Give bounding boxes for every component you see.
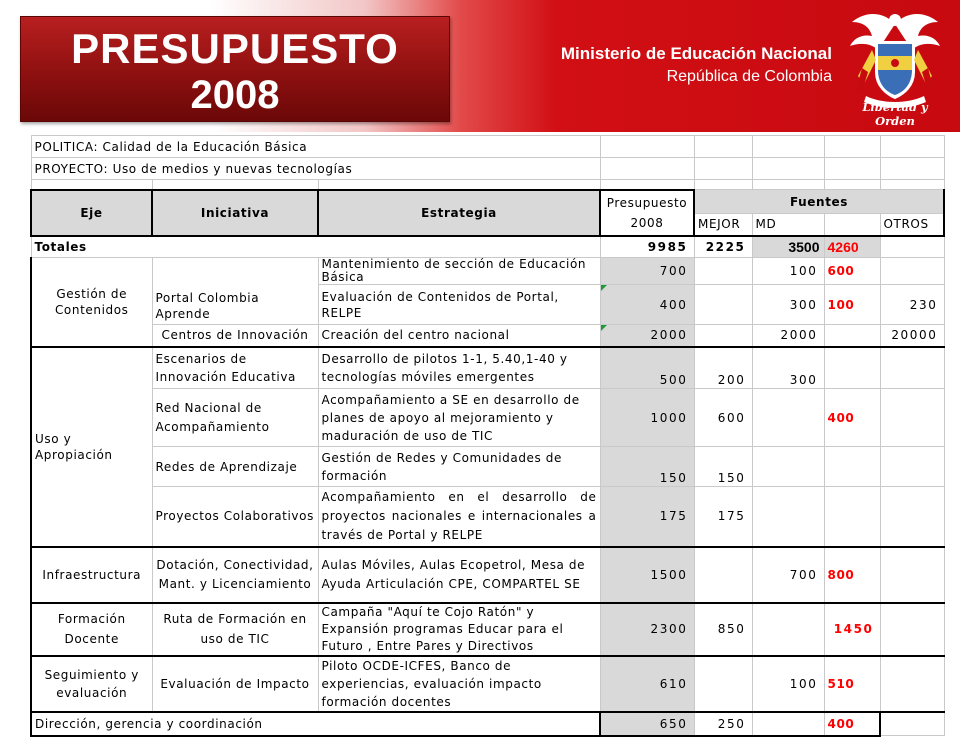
presupuesto-cell: 2000 — [600, 325, 694, 347]
totals-red: 4260 — [824, 236, 880, 258]
ministry-name: Ministerio de Educación Nacional — [560, 44, 832, 63]
md-cell — [752, 487, 824, 547]
presupuesto-cell: 175 — [600, 487, 694, 547]
md-cell: 2000 — [752, 325, 824, 347]
colombia-coat-of-arms-icon — [842, 6, 948, 132]
title-line-1: PRESUPUESTO — [71, 25, 399, 72]
table-row — [31, 603, 944, 656]
politica-cell: POLITICA: Calidad de la Educación Básica — [31, 136, 600, 158]
iniciativa-cell: Escenarios de Innovación Educativa — [152, 347, 318, 389]
title-line-2: 2008 — [190, 73, 280, 117]
totals-label: Totales — [31, 236, 600, 258]
mejor-cell: 250 — [694, 712, 752, 736]
column-header-row — [31, 190, 944, 214]
budget-table — [30, 135, 945, 737]
title-box — [20, 16, 450, 122]
proyecto-row — [31, 158, 944, 180]
estrategia-cell: Mantenimiento de sección de Educación Básica — [318, 258, 600, 285]
totals-md: 3500 — [752, 236, 824, 258]
col-mejor: MEJOR — [694, 214, 752, 236]
presupuesto-cell: 610 — [600, 656, 694, 712]
presupuesto-cell: 700 — [600, 258, 694, 285]
table-row — [31, 547, 944, 603]
iniciativa-cell: Centros de Innovación — [152, 325, 318, 347]
eje-cell: Uso y Apropiación — [31, 347, 152, 547]
red-cell: 400 — [824, 389, 880, 447]
estrategia-cell: Gestión de Redes y Comunidades de formación — [318, 447, 600, 487]
otros-cell — [880, 547, 944, 603]
col-presupuesto-year: 2008 — [630, 215, 664, 230]
presupuesto-cell: 150 — [600, 447, 694, 487]
otros-cell — [880, 712, 944, 736]
presupuesto-cell: 1500 — [600, 547, 694, 603]
table-row — [31, 325, 944, 347]
red-cell: 100 — [824, 285, 880, 325]
header-banner — [0, 0, 960, 132]
mejor-cell — [694, 656, 752, 712]
table-row — [31, 389, 944, 447]
red-cell: 1450 — [824, 603, 880, 656]
iniciativa-cell: Red Nacional de Acompañamiento — [152, 389, 318, 447]
totals-mejor: 2225 — [694, 236, 752, 258]
estrategia-cell: Desarrollo de pilotos 1-1, 5.40,1-40 y tecnologías móviles emergentes — [318, 347, 600, 389]
totals-row — [31, 236, 944, 258]
estrategia-cell: Evaluación de Contenidos de Portal, RELPE — [318, 285, 600, 325]
col-presupuesto — [600, 190, 694, 236]
md-cell: 300 — [752, 347, 824, 389]
estrategia-cell: Acompañamiento a SE en desarrollo de planes de apoyo al mejoramiento y maduración de uso de TIC — [318, 389, 600, 447]
col-md: MD — [752, 214, 824, 236]
col-red-blank — [824, 214, 880, 236]
red-cell — [824, 325, 880, 347]
mejor-cell: 175 — [694, 487, 752, 547]
presupuesto-cell: 1000 — [600, 389, 694, 447]
md-cell: 700 — [752, 547, 824, 603]
otros-cell — [880, 656, 944, 712]
mejor-cell — [694, 285, 752, 325]
otros-cell: 230 — [880, 285, 944, 325]
iniciativa-cell: Proyectos Colaborativos — [152, 487, 318, 547]
col-eje: Eje — [31, 190, 152, 236]
iniciativa-cell: Evaluación de Impacto — [152, 656, 318, 712]
eje-cell: Infraestructura — [31, 547, 152, 603]
md-cell — [752, 447, 824, 487]
eje-cell: Gestión de Contenidos — [31, 258, 152, 347]
mejor-cell: 600 — [694, 389, 752, 447]
red-cell — [824, 347, 880, 389]
mejor-cell: 150 — [694, 447, 752, 487]
table-row — [31, 712, 944, 736]
iniciativa-cell: Redes de Aprendizaje — [152, 447, 318, 487]
presupuesto-cell: 400 — [600, 285, 694, 325]
spacer-row — [31, 180, 944, 190]
red-cell — [824, 447, 880, 487]
estrategia-cell: Acompañamiento en el desarrollo de proyectos nacionales e internacionales a través de Portal y RELPE — [318, 487, 600, 547]
red-cell: 510 — [824, 656, 880, 712]
iniciativa-cell: Ruta de Formación en uso de TIC — [152, 603, 318, 656]
otros-cell — [880, 347, 944, 389]
md-cell — [752, 712, 824, 736]
md-cell — [752, 389, 824, 447]
proyecto-cell: PROYECTO: Uso de medios y nuevas tecnologías — [31, 158, 600, 180]
presupuesto-cell: 500 — [600, 347, 694, 389]
estrategia-cell: Piloto OCDE-ICFES, Banco de experiencias, evaluación impacto formación docentes — [318, 656, 600, 712]
ministry-block — [561, 44, 832, 86]
mejor-cell — [694, 325, 752, 347]
otros-cell — [880, 603, 944, 656]
iniciativa-cell: Portal Colombia Aprende — [152, 258, 318, 325]
md-cell: 300 — [752, 285, 824, 325]
red-cell: 600 — [824, 258, 880, 285]
table-row — [31, 447, 944, 487]
direccion-cell: Dirección, gerencia y coordinación — [31, 712, 600, 736]
col-otros: OTROS — [880, 214, 944, 236]
otros-cell — [880, 487, 944, 547]
politica-row — [31, 136, 944, 158]
otros-cell — [880, 258, 944, 285]
mejor-cell — [694, 258, 752, 285]
presupuesto-cell: 650 — [600, 712, 694, 736]
totals-presupuesto: 9985 — [600, 236, 694, 258]
mejor-cell: 200 — [694, 347, 752, 389]
col-iniciativa: Iniciativa — [152, 190, 318, 236]
col-fuentes: Fuentes — [694, 190, 944, 214]
md-cell: 100 — [752, 258, 824, 285]
estrategia-cell: Aulas Móviles, Aulas Ecopetrol, Mesa de Ayuda Articulación CPE, COMPARTEL SE — [318, 547, 600, 603]
republic-name: República de Colombia — [666, 68, 832, 85]
col-estrategia: Estrategia — [318, 190, 600, 236]
otros-cell: 20000 — [880, 325, 944, 347]
table-row — [31, 656, 944, 712]
mejor-cell: 850 — [694, 603, 752, 656]
red-cell — [824, 487, 880, 547]
table-row — [31, 258, 944, 285]
estrategia-cell: Creación del centro nacional — [318, 325, 600, 347]
md-cell — [752, 603, 824, 656]
eje-cell: Seguimiento y evaluación — [31, 656, 152, 712]
table-row — [31, 347, 944, 389]
col-presupuesto-label: Presupuesto — [606, 195, 688, 210]
otros-cell — [880, 447, 944, 487]
otros-cell — [880, 389, 944, 447]
crest-motto: Libertad y Orden — [862, 100, 928, 128]
iniciativa-cell: Dotación, Conectividad, Mant. y Licenciamiento — [152, 547, 318, 603]
red-cell: 400 — [824, 712, 880, 736]
mejor-cell — [694, 547, 752, 603]
estrategia-cell: Campaña "Aquí te Cojo Ratón" y Expansión programas Educar para el Futuro , Entre Pares y Directivos — [318, 603, 600, 656]
eje-cell: Formación Docente — [31, 603, 152, 656]
red-cell: 800 — [824, 547, 880, 603]
md-cell: 100 — [752, 656, 824, 712]
table-row — [31, 487, 944, 547]
presupuesto-cell: 2300 — [600, 603, 694, 656]
